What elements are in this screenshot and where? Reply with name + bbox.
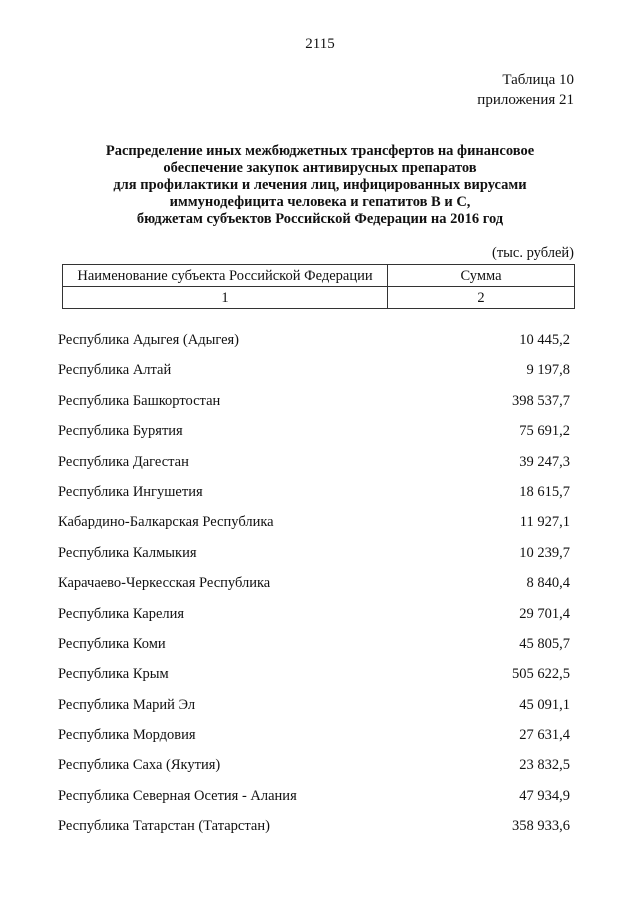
region-name: Республика Башкортостан [58, 392, 221, 409]
region-name: Республика Северная Осетия - Алания [58, 787, 297, 804]
region-name: Республика Карелия [58, 605, 185, 622]
table-header [62, 264, 575, 309]
amount-value: 18 615,7 [519, 483, 570, 500]
region-name: Карачаево-Черкесская Республика [58, 575, 271, 592]
region-name: Республика Калмыкия [58, 544, 197, 561]
title-line: обеспечение закупок антивирусных препаратов [163, 160, 477, 176]
region-name: Республика Адыгея (Адыгея) [58, 332, 240, 348]
amount-value: 10 445,2 [519, 332, 570, 348]
region-name: Республика Ингушетия [58, 483, 203, 500]
table-row [58, 788, 570, 818]
header-row [63, 265, 575, 287]
amount-value: 29 701,4 [519, 605, 570, 622]
column-number-2: 2 [388, 287, 575, 309]
region-name: Республика Татарстан (Татарстан) [58, 818, 270, 835]
table-row [58, 332, 570, 362]
table-row [58, 697, 570, 727]
amount-value: 75 691,2 [519, 423, 570, 440]
amount-value: 45 091,1 [519, 696, 570, 713]
region-name: Республика Дагестан [58, 453, 189, 470]
amount-value: 23 832,5 [519, 757, 570, 774]
column-number-row [63, 287, 575, 309]
table-row [58, 362, 570, 392]
table-row [58, 818, 570, 848]
page-number: 2115 [305, 36, 335, 52]
table-body [58, 332, 570, 849]
table-row [58, 757, 570, 787]
amount-value: 47 934,9 [519, 787, 570, 804]
table-row [58, 636, 570, 666]
amount-value: 9 197,8 [526, 362, 570, 379]
title-line: иммунодефицита человека и гепатитов В и С, [169, 194, 471, 210]
amount-value: 398 537,7 [512, 392, 570, 409]
column-header-region: Наименование субъекта Российской Федерации [63, 265, 388, 287]
region-name: Республика Бурятия [58, 423, 183, 440]
region-name: Республика Коми [58, 635, 166, 652]
region-name: Республика Алтай [58, 362, 172, 379]
units-label: (тыс. рублей) [492, 245, 574, 261]
table-row [58, 393, 570, 423]
amount-value: 10 239,7 [519, 544, 570, 561]
title-line: для профилактики и лечения лиц, инфицированных вирусами [113, 177, 527, 193]
title-line: бюджетам субъектов Российской Федерации на 2016 год [136, 211, 504, 227]
region-name: Республика Мордовия [58, 727, 196, 744]
table-number: Таблица 10 [502, 72, 574, 88]
amount-value: 45 805,7 [519, 635, 570, 652]
table-row [58, 575, 570, 605]
table-row [58, 606, 570, 636]
amount-value: 39 247,3 [519, 453, 570, 470]
amount-value: 358 933,6 [512, 818, 570, 835]
region-name: Республика Марий Эл [58, 696, 196, 713]
table-row [58, 666, 570, 696]
region-name: Республика Саха (Якутия) [58, 757, 221, 774]
region-name: Республика Крым [58, 666, 169, 683]
document-title [60, 143, 580, 228]
amount-value: 8 840,4 [526, 575, 570, 592]
table-reference [477, 70, 574, 110]
table-row [58, 454, 570, 484]
column-header-amount: Сумма [388, 265, 575, 287]
amount-value: 27 631,4 [519, 727, 570, 744]
column-number-1: 1 [63, 287, 388, 309]
region-name: Кабардино-Балкарская Республика [58, 514, 274, 531]
amount-value: 505 622,5 [512, 666, 570, 683]
table-row [58, 484, 570, 514]
amount-value: 11 927,1 [519, 514, 570, 531]
title-line: Распределение иных межбюджетных трансфертов на финансовое [105, 143, 535, 159]
appendix-number: приложения 21 [477, 92, 574, 108]
table-row [58, 423, 570, 453]
table-row [58, 545, 570, 575]
table-row [58, 727, 570, 757]
table-row [58, 514, 570, 544]
